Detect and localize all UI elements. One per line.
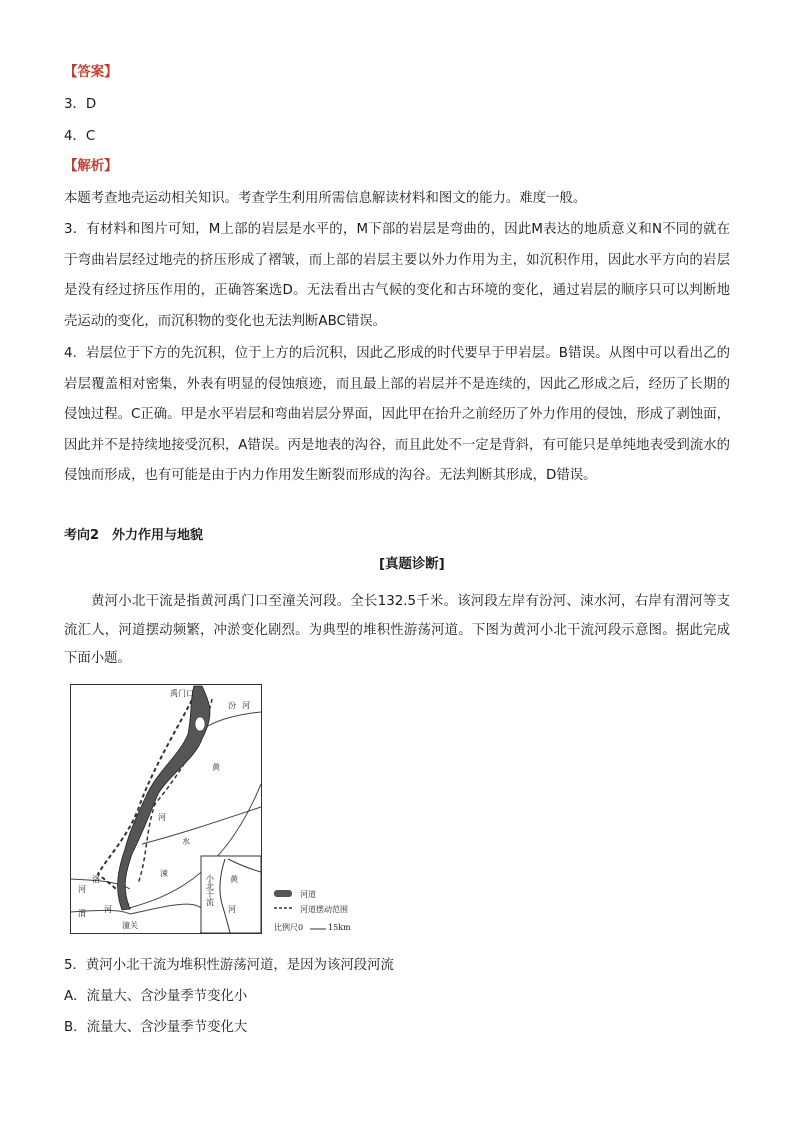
label-fen-he: 河 <box>242 701 250 710</box>
option-a: A．流量大、含沙量季节变化小 <box>64 989 248 1004</box>
question-5: 5．黄河小北干流为堆积性游荡河道，是因为该河段河流 <box>64 958 394 973</box>
option-b: B．流量大、含沙量季节变化大 <box>64 1020 248 1035</box>
question-passage: 黄河小北干流是指黄河禹门口至潼关河段。全长132.5千米。该河段左岸有汾河、涑水河，右岸有渭河等支流汇人，河道摆动频繁，冲淤变化剧烈。为典型的堆积性游荡河道。下图为黄河小北干流河段示意图。据此完成下面小题。 <box>64 594 730 666</box>
label-huang: 黄 <box>212 763 220 772</box>
label-wei-he: 河 <box>104 905 112 914</box>
answer-3: 3．D <box>64 97 97 112</box>
legend-channel-swatch <box>274 890 292 897</box>
section-title: 考向2 外力作用与地貌 <box>64 528 204 543</box>
label-tongguan: 潼关 <box>122 921 138 930</box>
label-su: 涑 <box>160 869 168 878</box>
map-legend <box>272 886 382 936</box>
legend-scale: 比例尺0 <box>274 923 304 932</box>
explanation-4: 4．岩层位于下方的先沉积，位于上方的后沉积，因此乙形成的时代要早于甲岩层。B错误。从图中可以看出乙的岩层覆盖相对密集，外表有明显的侵蚀痕迹，而且最上部的岩层并不是连续的，因此乙形成之后，经历了长期的侵蚀过程。C正确。甲是水平岩层和弯曲岩层分界面，因此甲在抬升之前经历了外力作用的侵蚀，形成了剥蚀面，因此并不是持续地接受沉积，A错误。丙是地表的沟谷，而且此处不一定是背斜，有可能只是单纯地表受到流水的侵蚀而形成，也有可能是由于内力作用发生断裂而形成的沟谷。无法判断其形成，D错误。 <box>64 346 730 483</box>
analysis-intro: 本题考查地壳运动相关知识。考查学生利用所需信息解读材料和图文的能力。难度一般。 <box>64 191 587 206</box>
label-luo-he: 河 <box>78 885 86 894</box>
legend-scale-value: 15km <box>328 923 351 932</box>
river-island <box>195 717 205 731</box>
legend-channel: 河道 <box>300 890 316 899</box>
label-yumenkou: 禹门口 <box>170 689 194 698</box>
label-luo: 洛 <box>92 875 100 884</box>
inset-label-xiaobeiganliu: 小北干流 <box>205 874 215 906</box>
label-he: 河 <box>158 813 166 822</box>
legend-swing: 河道摆动范围 <box>300 905 348 914</box>
label-fen: 汾 <box>228 701 236 710</box>
analysis-heading: 【解析】 <box>64 159 118 174</box>
answer-heading: 【答案】 <box>64 65 118 80</box>
label-shui: 水 <box>182 837 190 846</box>
label-wei: 渭 <box>78 909 86 918</box>
inset-label-huang: 黄 <box>230 875 238 884</box>
yellow-river-map <box>70 684 262 934</box>
inset-label-he: 河 <box>228 905 236 914</box>
explanation-3: 3．有材料和图片可知，M上部的岩层是水平的，M下部的岩层是弯曲的，因此M表达的地质意义和N不同的就在于弯曲岩层经过地壳的挤压形成了褶皱，而上部的岩层主要以外力作用为主，如沉积作用，因此水平方向的岩层是没有经过挤压作用的，正确答案选D。无法看出古气候的变化和古环境的变化，通过岩层的顺序只可以判断地壳运动的变化，而沉积物的变化也无法判断ABC错误。 <box>64 222 730 329</box>
diagnosis-heading: [真题诊断] <box>379 557 445 572</box>
answer-4: 4．C <box>64 129 96 144</box>
